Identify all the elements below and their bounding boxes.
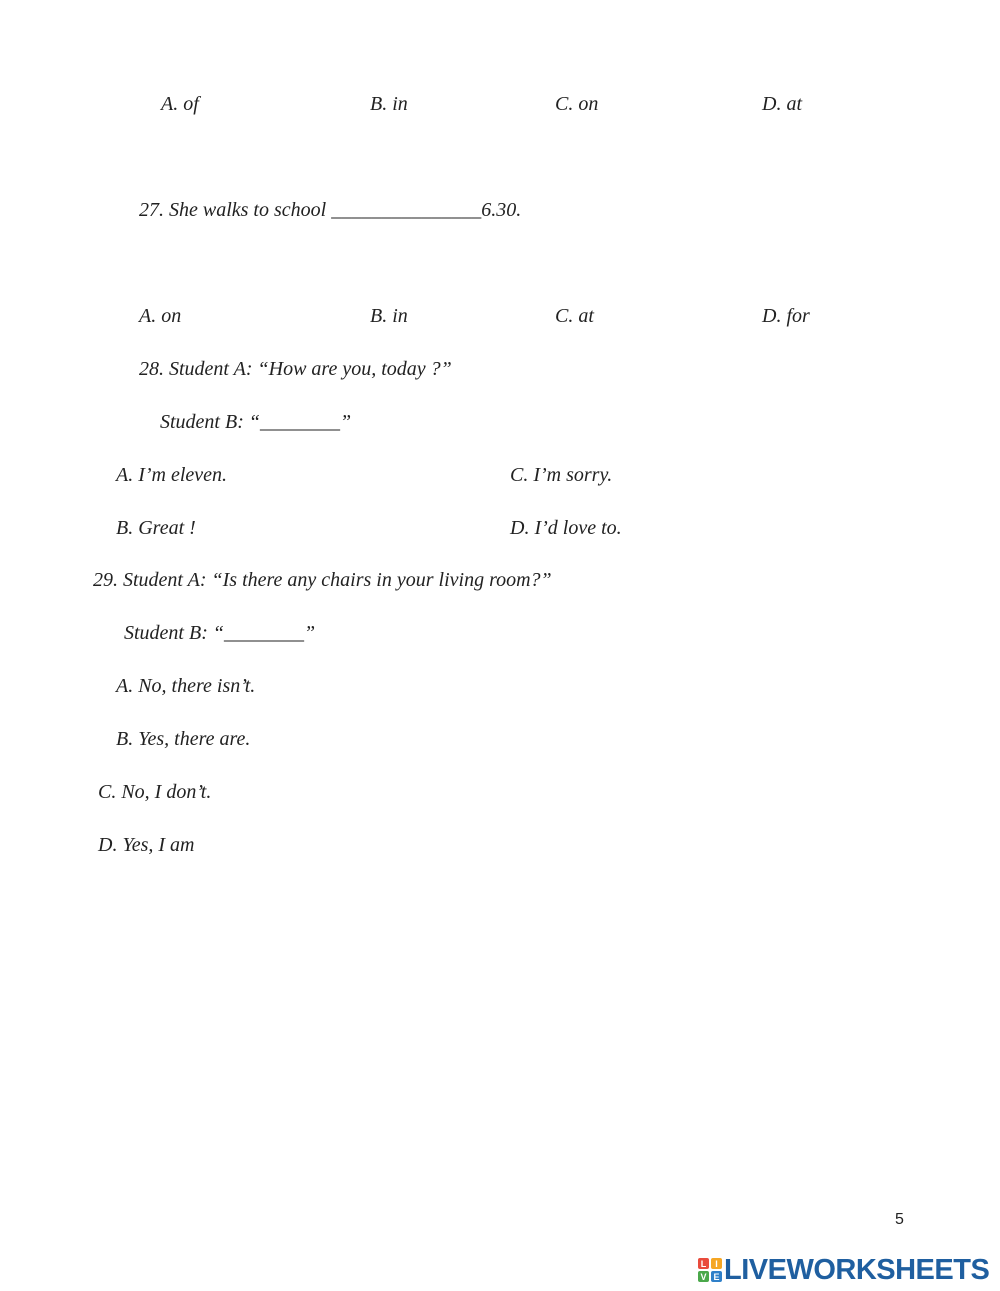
q28-option-a[interactable]: A. I’m eleven. [116, 464, 228, 486]
logo-letter: E [711, 1271, 722, 1282]
q26-option-a[interactable]: A. of [161, 93, 199, 115]
q28-option-d[interactable]: D. I’d love to. [510, 517, 622, 539]
q27-prompt: 27. She walks to school _______________6.30. [139, 199, 522, 221]
q29-option-a[interactable]: A. No, there isn’t. [116, 675, 256, 697]
q27-option-a[interactable]: A. on [139, 305, 182, 327]
page-number: 5 [895, 1211, 904, 1228]
q27-option-d[interactable]: D. for [762, 305, 810, 327]
q26-option-d[interactable]: D. at [762, 93, 802, 115]
liveworksheets-logo [698, 1255, 989, 1285]
q29-option-d[interactable]: D. Yes, I am [98, 834, 195, 856]
q29-option-c[interactable]: C. No, I don’t. [98, 781, 212, 803]
q28-prompt: 28. Student A: “How are you, today ?” [139, 358, 452, 380]
brand-name: LIVEWORKSHEETS [724, 1254, 990, 1286]
q28-option-c[interactable]: C. I’m sorry. [510, 464, 613, 486]
q27-option-b[interactable]: B. in [370, 305, 408, 327]
q28-option-b[interactable]: B. Great ! [116, 517, 196, 539]
q28-reply: Student B: “________” [160, 411, 352, 433]
logo-letter: I [711, 1258, 722, 1269]
q26-option-b[interactable]: B. in [370, 93, 408, 115]
q29-prompt: 29. Student A: “Is there any chairs in your living room?” [93, 569, 552, 591]
logo-mark-icon [698, 1258, 722, 1282]
logo-letter: V [698, 1271, 709, 1282]
q26-option-c[interactable]: C. on [555, 93, 599, 115]
q27-option-c[interactable]: C. at [555, 305, 594, 327]
q29-reply: Student B: “________” [124, 622, 316, 644]
logo-letter: L [698, 1258, 709, 1269]
q29-option-b[interactable]: B. Yes, there are. [116, 728, 251, 750]
